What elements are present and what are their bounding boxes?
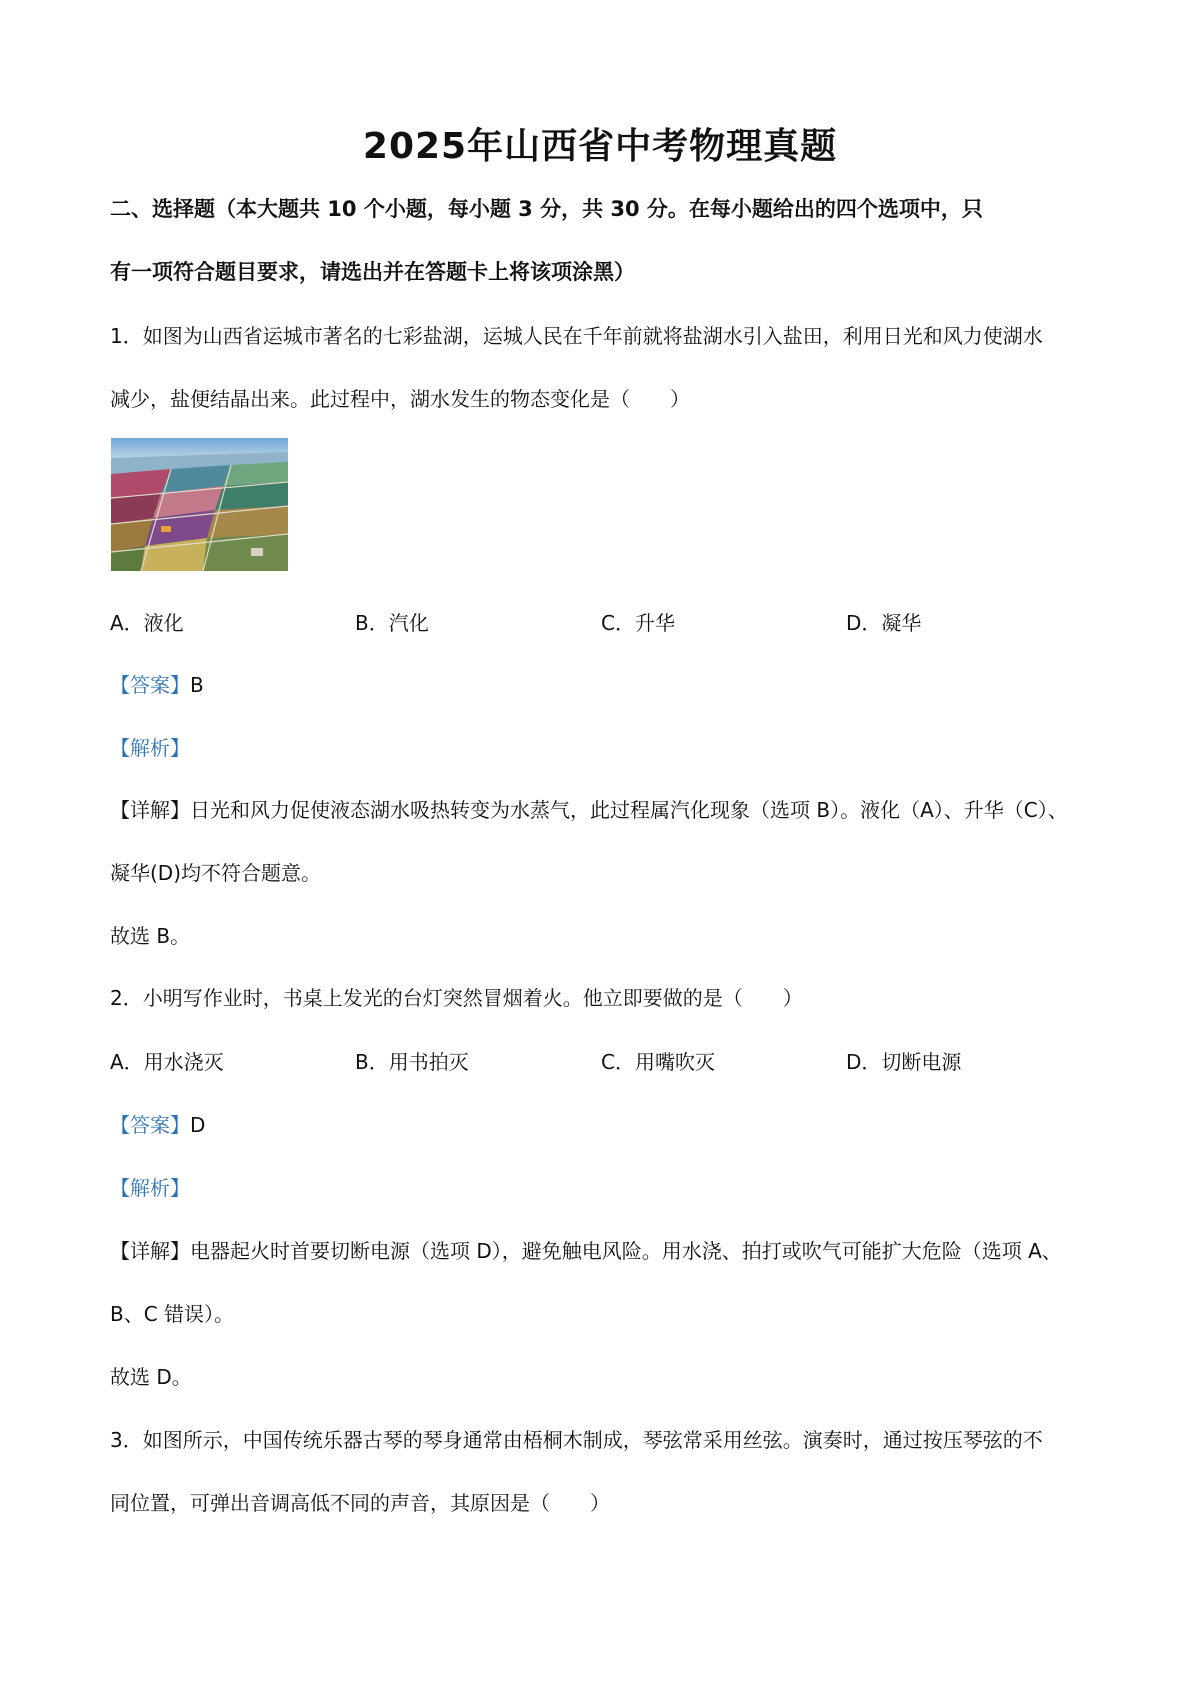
salt-lake-photo-image xyxy=(111,438,288,571)
page-title: 2025年山西省中考物理真题 xyxy=(362,126,838,167)
q2-option-b: B．用书拍灭 xyxy=(355,1050,469,1074)
q2-answer-label: 【答案】 xyxy=(110,1113,190,1137)
q2-stem: 2．小明写作业时，书桌上发光的台灯突然冒烟着火。他立即要做的是（ ） xyxy=(110,986,803,1010)
section-header-line-1: 二、选择题（本大题共 10 个小题，每小题 3 分，共 30 分。在每小题给出的四个选项中，只 xyxy=(110,197,983,221)
q2-answer-value: D xyxy=(190,1113,206,1137)
q2-option-a: A．用水浇灭 xyxy=(110,1050,224,1074)
q2-answer xyxy=(110,1109,205,1138)
q1-stem-line-1: 1．如图为山西省运城市著名的七彩盐湖，运城人民在千年前就将盐湖水引入盐田，利用日光和风力使湖水 xyxy=(110,324,1043,348)
q1-analysis-label: 【解析】 xyxy=(110,736,190,760)
q1-answer xyxy=(110,669,204,698)
q1-option-d: D．凝华 xyxy=(846,611,922,635)
q2-conclusion: 故选 D。 xyxy=(110,1365,192,1389)
q1-detail-line-1: 【详解】日光和风力促使液态湖水吸热转变为水蒸气，此过程属汽化现象（选项 B）。液化（A）、升华（C）、 xyxy=(110,798,1068,822)
q2-option-c: C．用嘴吹灭 xyxy=(601,1050,715,1074)
q1-option-b: B．汽化 xyxy=(355,611,429,635)
q2-detail-line-1: 【详解】电器起火时首要切断电源（选项 D），避免触电风险。用水浇、拍打或吹气可能扩大危险（选项 A、 xyxy=(110,1239,1062,1263)
q2-analysis-label: 【解析】 xyxy=(110,1176,190,1200)
q1-option-a: A．液化 xyxy=(110,611,184,635)
q2-option-d: D．切断电源 xyxy=(846,1050,962,1074)
q3-stem-line-2: 同位置，可弹出音调高低不同的声音，其原因是（ ） xyxy=(110,1491,610,1515)
q1-option-c: C．升华 xyxy=(601,611,675,635)
q1-answer-value: B xyxy=(190,673,204,697)
q1-detail-line-2: 凝华(D)均不符合题意。 xyxy=(110,861,322,885)
section-header-line-2: 有一项符合题目要求，请选出并在答题卡上将该项涂黑） xyxy=(110,260,635,284)
q1-answer-label: 【答案】 xyxy=(110,673,190,697)
q1-stem-line-2: 减少，盐便结晶出来。此过程中，湖水发生的物态变化是（ ） xyxy=(110,387,690,411)
q2-detail-line-2: B、C 错误）。 xyxy=(110,1302,235,1326)
salt-lake-photo xyxy=(111,438,288,571)
q3-stem-line-1: 3．如图所示，中国传统乐器古琴的琴身通常由梧桐木制成，琴弦常采用丝弦。演奏时，通过按压琴弦的不 xyxy=(110,1428,1043,1452)
q1-conclusion: 故选 B。 xyxy=(110,924,191,948)
